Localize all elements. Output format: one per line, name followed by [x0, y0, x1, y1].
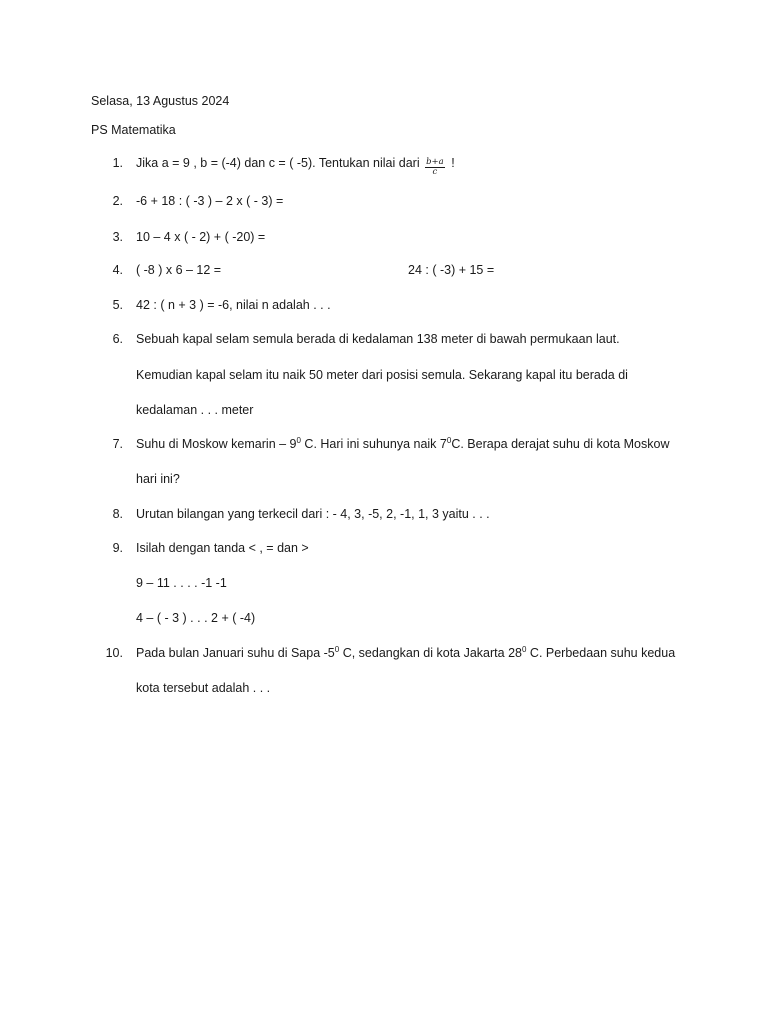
degree-superscript: 0 — [296, 436, 301, 445]
question-number: 6. — [112, 332, 123, 346]
question-7-line-2: hari ini? — [136, 472, 180, 486]
degree-superscript: 0 — [334, 645, 340, 654]
fraction — [425, 158, 445, 177]
question-number: 10. — [105, 646, 123, 660]
question-7-line-1 — [136, 436, 669, 452]
question-8-text: Urutan bilangan yang terkecil dari : - 4, 3, -5, 2, -1, 1, 3 yaitu . . . — [136, 507, 490, 521]
question-9-sub-1: 9 – 11 . . . . -1 -1 — [136, 576, 227, 590]
question-4-left-text: ( -8 ) x 6 – 12 = — [136, 263, 222, 277]
question-number: 3. — [112, 230, 123, 244]
question-9-text: Isilah dengan tanda < , = dan > — [136, 541, 309, 555]
question-1-text-after: ! — [447, 156, 455, 170]
question-number: 7. — [112, 437, 123, 451]
question-number: 4. — [112, 263, 123, 277]
degree-superscript: 0 — [446, 436, 452, 445]
question-number: 1. — [112, 156, 123, 170]
question-number: 2. — [112, 194, 123, 208]
question-2-text: -6 + 18 : ( -3 ) – 2 x ( - 3) = — [136, 194, 284, 208]
question-1-text — [136, 155, 455, 177]
fraction-denominator: c — [432, 167, 438, 177]
question-1-text-before: Jika a = 9 , b = (-4) dan c = ( -5). Tentukan nilai dari — [136, 156, 424, 170]
question-7-part-3: C. Berapa derajat suhu di kota Moskow — [451, 437, 670, 451]
question-10-line-2: kota tersebut adalah . . . — [136, 681, 271, 695]
question-number: 8. — [112, 507, 123, 521]
subject-title: PS Matematika — [91, 123, 176, 137]
fraction-numerator: b+a — [426, 157, 444, 167]
date-line: Selasa, 13 Agustus 2024 — [91, 94, 230, 108]
question-10-part-3: C. Perbedaan suhu kedua — [526, 646, 676, 660]
question-7-part-2: C. Hari ini suhunya naik 7 — [300, 437, 447, 451]
question-3-text: 10 – 4 x ( - 2) + ( -20) = — [136, 230, 266, 244]
question-number: 9. — [112, 541, 123, 555]
question-10-part-1: Pada bulan Januari suhu di Sapa -5 — [136, 646, 335, 660]
degree-superscript: 0 — [521, 645, 527, 654]
question-9-sub-2: 4 – ( - 3 ) . . . 2 + ( -4) — [136, 611, 256, 625]
question-10-part-2: C, sedangkan di kota Jakarta 28 — [339, 646, 522, 660]
question-number: 5. — [112, 298, 123, 312]
question-6-line-1: Sebuah kapal selam semula berada di kedalaman 138 meter di bawah permukaan laut. — [136, 332, 620, 346]
question-10-line-1 — [136, 645, 675, 661]
question-6-line-2: Kemudian kapal selam itu naik 50 meter dari posisi semula. Sekarang kapal itu berada di — [136, 368, 628, 382]
question-6-line-3: kedalaman . . . meter — [136, 403, 254, 417]
question-4-right-text: 24 : ( -3) + 15 = — [408, 263, 495, 277]
question-5-text: 42 : ( n + 3 ) = -6, nilai n adalah . . . — [136, 298, 331, 312]
question-7-part-1: Suhu di Moskow kemarin – 9 — [136, 437, 297, 451]
